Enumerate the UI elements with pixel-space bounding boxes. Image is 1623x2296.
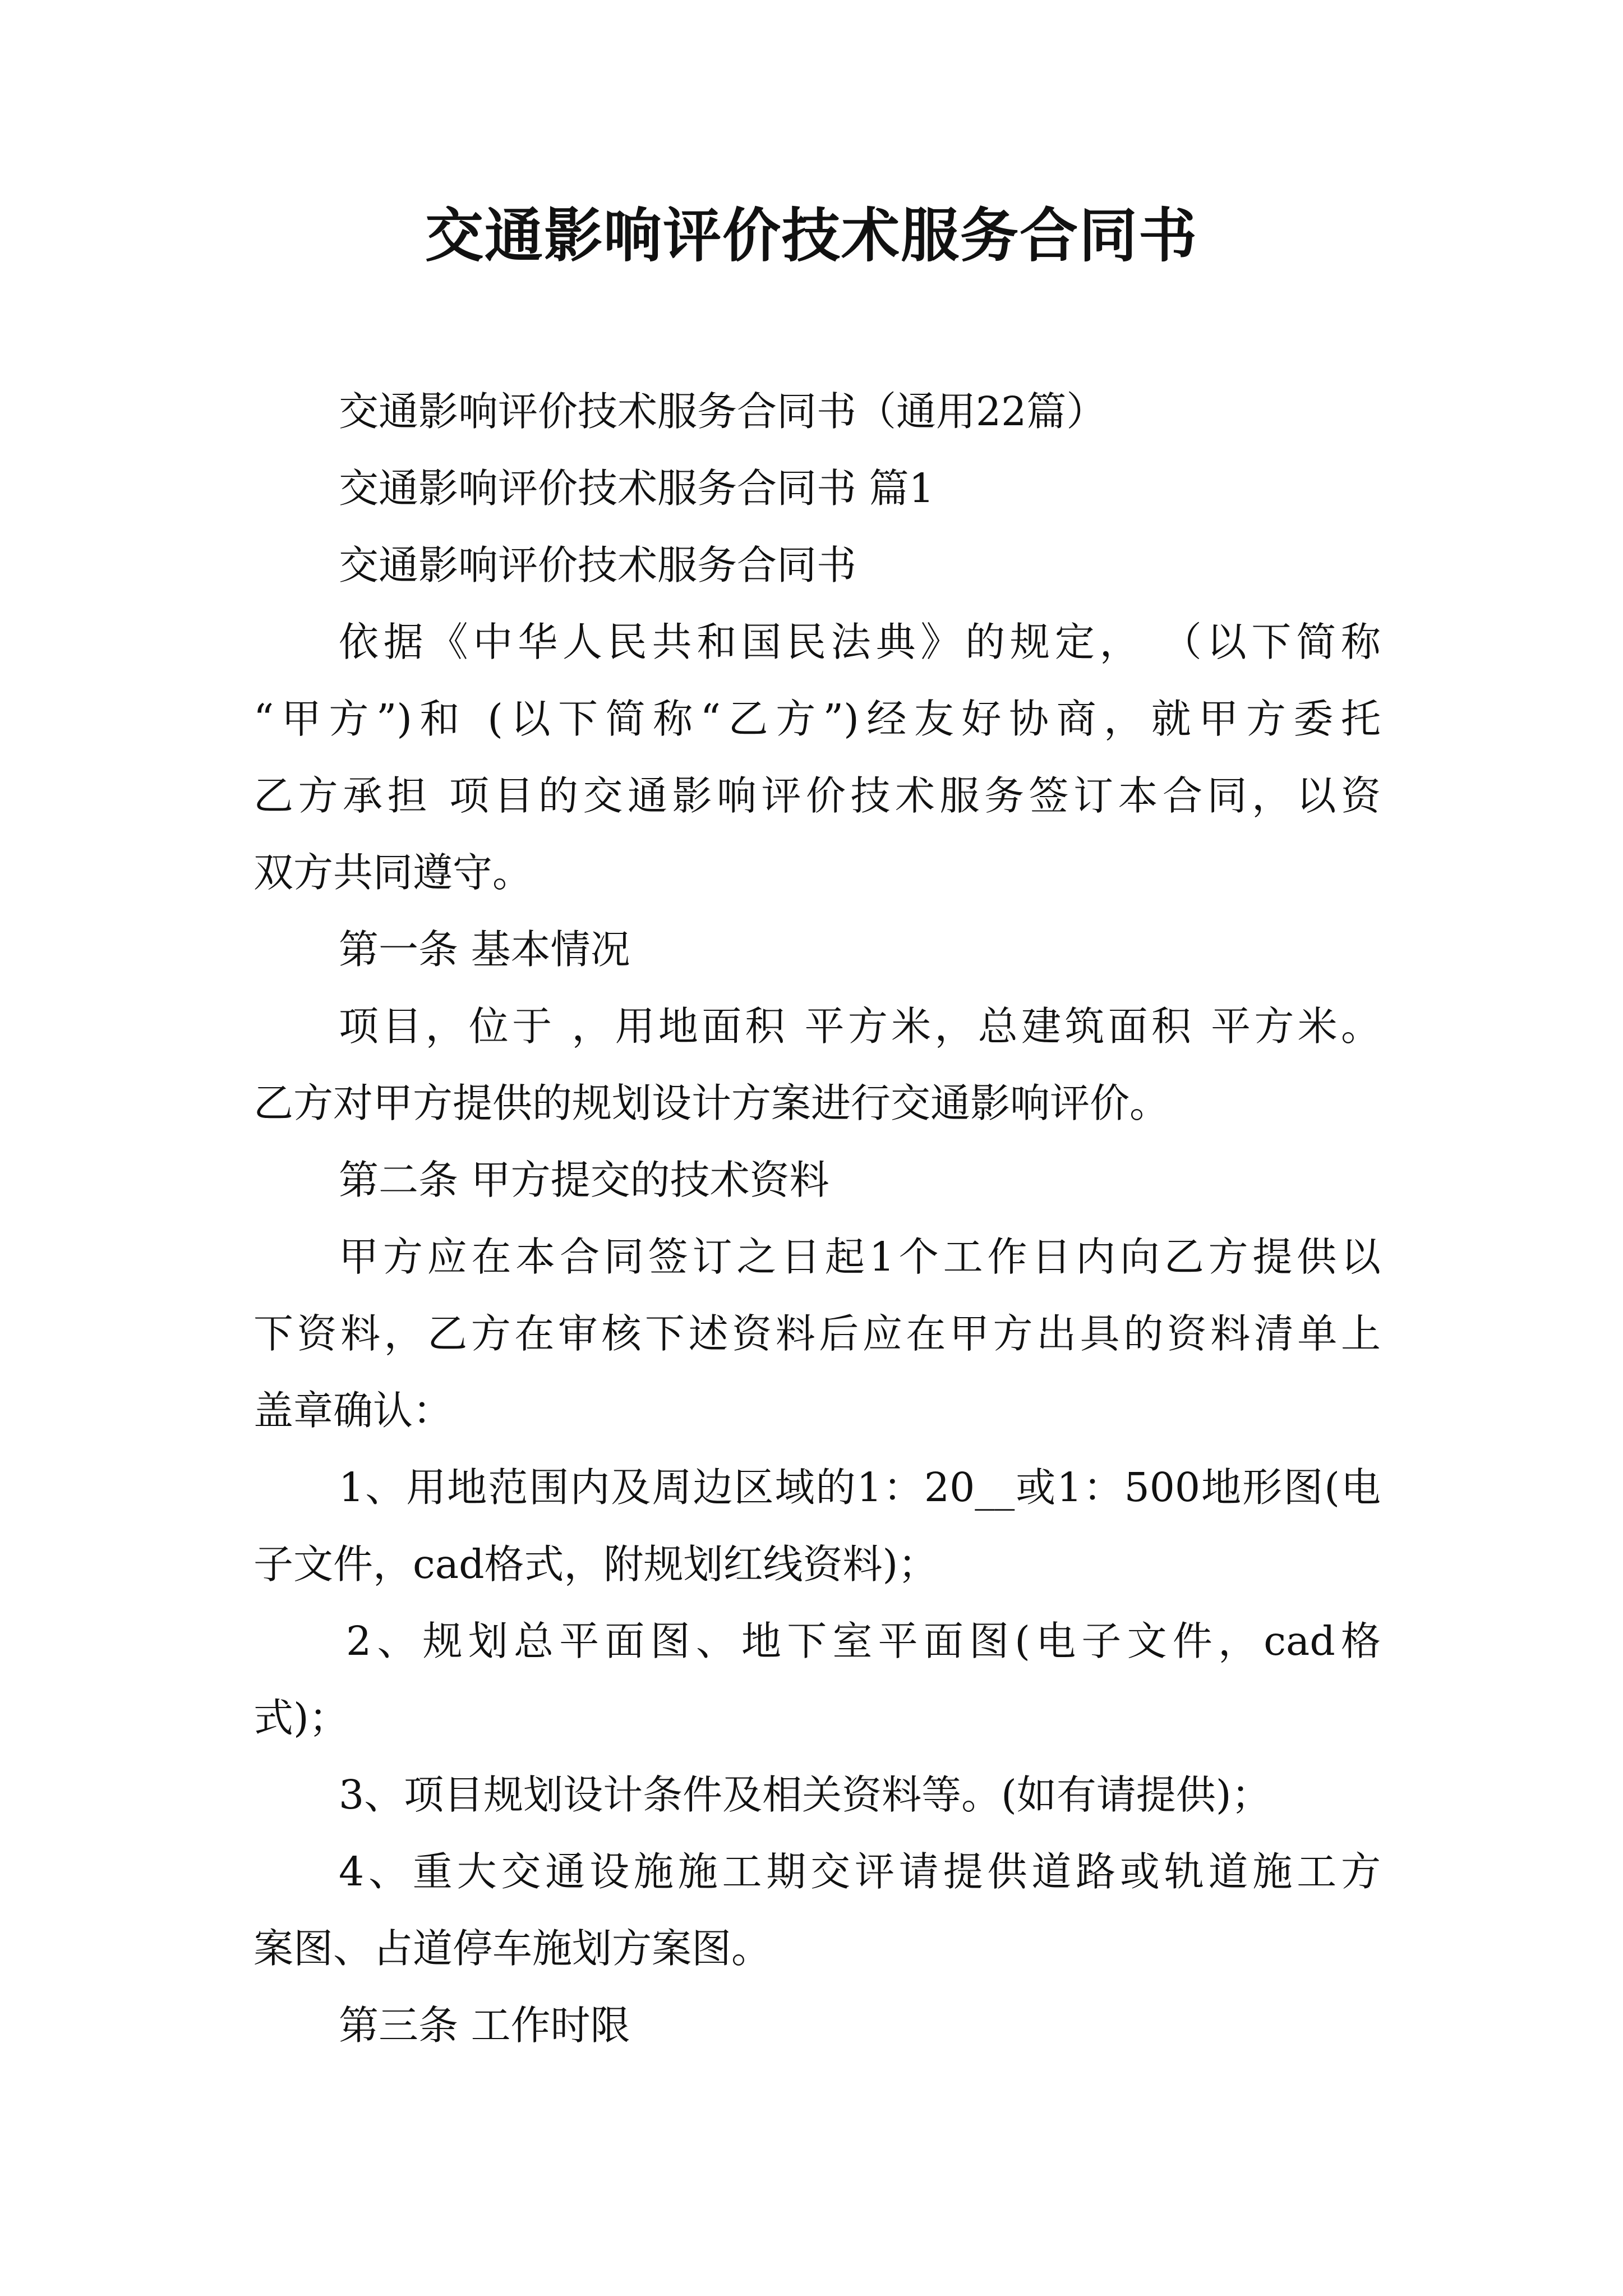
paragraph-line: 甲方应在本合同签订之日起1个工作日内向乙方提供以 [339, 1234, 1381, 1280]
list-item-line: 3、项目规划设计条件及相关资料等。(如有请提供)； [339, 1772, 1271, 1818]
subtitle-line: 交通影响评价技术服务合同书（通用22篇） [339, 388, 1106, 435]
article-heading: 第一条 基本情况 [339, 926, 630, 973]
article-heading: 第二条 甲方提交的技术资料 [339, 1157, 829, 1203]
document-body [253, 373, 1381, 2064]
list-item-line: 案图、占道停车施划方案图。 [253, 1925, 772, 1972]
paragraph-line: 项目，位于 ，用地面积 平方米，总建筑面积 平方米。 [339, 1003, 1381, 1050]
paragraph-line: “甲方”)和 (以下简称“乙方”)经友好协商，就甲方委托 [253, 696, 1381, 742]
paragraph-line: 下资料，乙方在审核下述资料后应在甲方出具的资料清单上 [253, 1310, 1381, 1357]
paragraph-line: 盖章确认： [253, 1387, 453, 1434]
article-heading: 第三条 工作时限 [339, 2002, 630, 2049]
paragraph-line: 依据《中华人民共和国民法典》的规定， （以下简称 [339, 619, 1381, 665]
list-item-line: 2、规划总平面图、地下室平面图(电子文件，cad格 [346, 1618, 1381, 1664]
list-item-line: 子文件，cad格式，附规划红线资料)； [253, 1541, 938, 1588]
document-title: 交通影响评价技术服务合同书 [425, 201, 1198, 270]
list-item-line: 4、重大交通设施施工期交评请提供道路或轨道施工方 [339, 1848, 1381, 1895]
contract-name-line: 交通影响评价技术服务合同书 [339, 542, 857, 588]
list-item-line: 式)； [253, 1695, 349, 1741]
paragraph-line: 乙方承担 项目的交通影响评价技术服务签订本合同，以资 [253, 772, 1381, 819]
paragraph-line: 双方共同遵守。 [253, 849, 533, 896]
paragraph-line: 乙方对甲方提供的规划设计方案进行交通影响评价。 [253, 1080, 1170, 1126]
section-heading-line: 交通影响评价技术服务合同书 篇1 [339, 465, 934, 512]
list-item-line: 1、用地范围内及周边区域的1：20__或1：500地形图(电 [339, 1464, 1381, 1511]
